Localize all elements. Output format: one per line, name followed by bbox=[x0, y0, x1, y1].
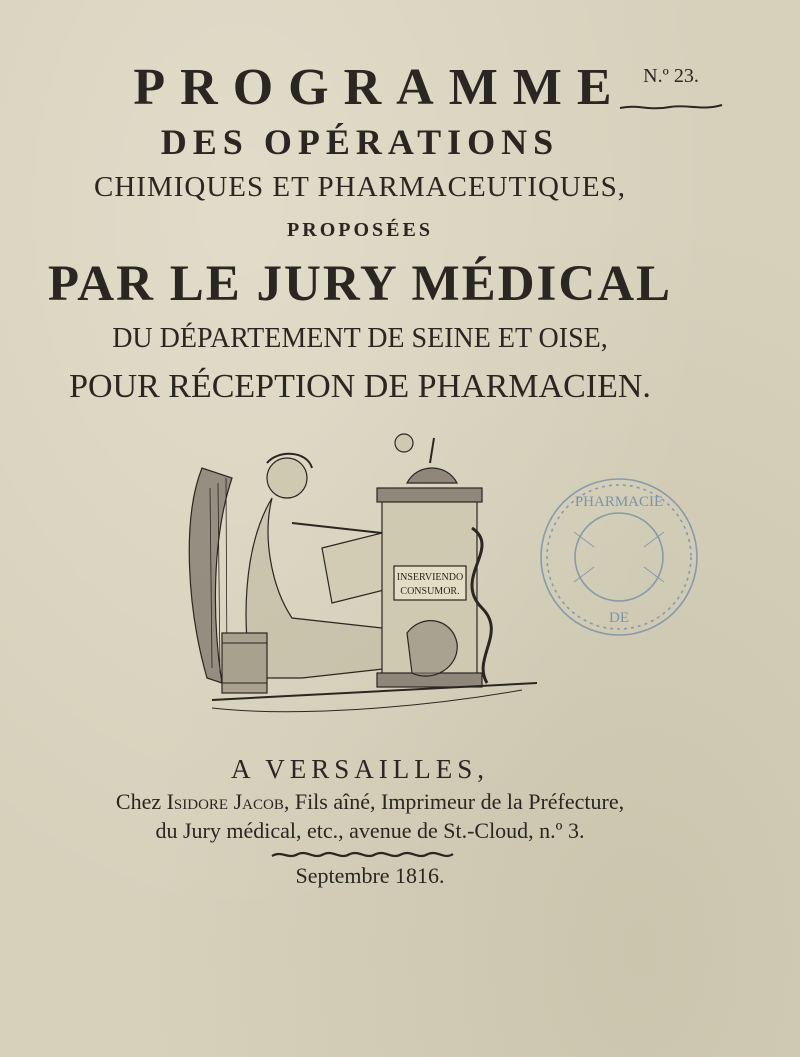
swash-rule-icon bbox=[618, 102, 724, 112]
document-number bbox=[616, 58, 726, 112]
imprint-printer-prefix: Chez bbox=[115, 789, 162, 814]
vignette-label-bottom: CONSUMOR. bbox=[400, 586, 460, 597]
imprint-place: A VERSAILLES, bbox=[230, 754, 490, 784]
title-jury-medical: PAR LE JURY MÉDICAL bbox=[47, 256, 673, 312]
engraved-vignette-icon bbox=[182, 428, 547, 726]
title-reception: POUR RÉCEPTION DE PHARMACIEN. bbox=[69, 368, 651, 405]
imprint-printer-name: Isidore Jacob bbox=[166, 789, 284, 814]
imprint-printer-suffix: , Fils aîné, Imprimeur de la Préfecture, bbox=[283, 789, 625, 814]
library-stamp-icon bbox=[534, 472, 704, 642]
imprint-date: Septembre 1816. bbox=[295, 863, 445, 888]
ornamental-rule-icon bbox=[270, 848, 455, 862]
stamp-text-top: PHARMACIE bbox=[574, 494, 664, 510]
title-des-operations: DES OPÉRATIONS bbox=[160, 122, 560, 162]
title-proposees: PROPOSÉES bbox=[287, 219, 433, 241]
title-chimiques: CHIMIQUES ET PHARMACEUTIQUES, bbox=[94, 171, 626, 203]
stamp-text-bottom: DE bbox=[609, 610, 629, 626]
document-number-text: N.º 23. bbox=[643, 65, 699, 87]
imprint-printer-line bbox=[0, 788, 740, 816]
title-departement: DU DÉPARTEMENT DE SEINE ET OISE, bbox=[112, 323, 608, 354]
vignette-label-top: INSERVIENDO bbox=[396, 572, 464, 583]
imprint-address-line: du Jury médical, etc., avenue de St.-Cloud, n.º 3. bbox=[155, 818, 585, 843]
title-programme: PROGRAMME bbox=[133, 59, 627, 116]
